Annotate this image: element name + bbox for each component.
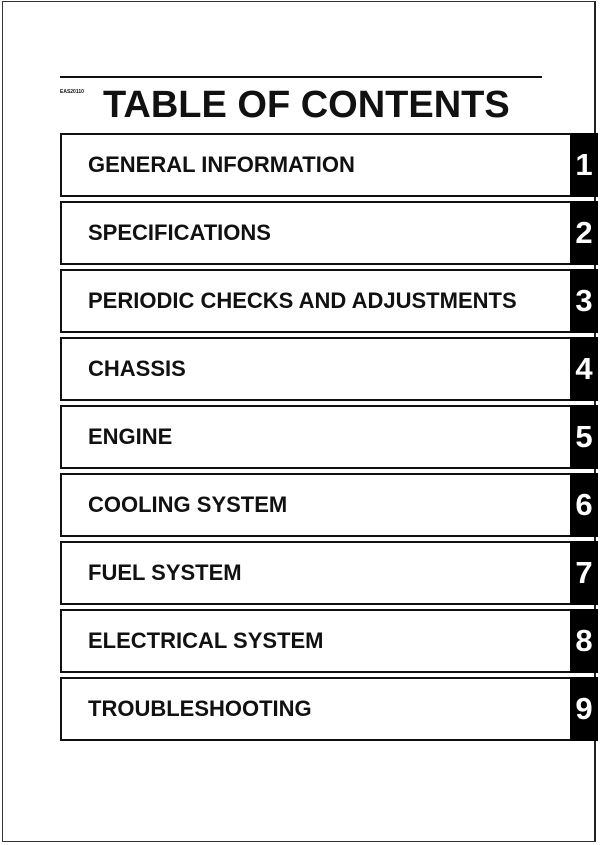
document-code: EAS20110 [60, 89, 84, 95]
toc-entry-specifications[interactable] [60, 201, 598, 265]
chapter-tab[interactable]: 9 [570, 677, 598, 741]
toc-entry-label: COOLING SYSTEM [88, 492, 288, 517]
chapter-tab[interactable]: 5 [570, 405, 598, 469]
chapter-tab[interactable]: 4 [570, 337, 598, 401]
toc-entry-engine[interactable] [60, 405, 598, 469]
toc-entry-label: TROUBLESHOOTING [88, 696, 312, 721]
toc-entry-label: FUEL SYSTEM [88, 560, 242, 585]
top-rule [60, 76, 542, 78]
toc-entry-label: SPECIFICATIONS [88, 220, 271, 245]
chapter-tab[interactable]: 2 [570, 201, 598, 265]
chapter-tab[interactable]: 7 [570, 541, 598, 605]
toc-entry-electrical-system[interactable] [60, 609, 598, 673]
toc-entry-label: ELECTRICAL SYSTEM [88, 628, 324, 653]
page-title: TABLE OF CONTENTS [103, 84, 510, 126]
toc-entry-periodic-checks[interactable] [60, 269, 598, 333]
toc-entry-troubleshooting[interactable] [60, 677, 598, 741]
chapter-tab[interactable]: 8 [570, 609, 598, 673]
toc-entry-fuel-system[interactable] [60, 541, 598, 605]
toc-entry-label: CHASSIS [88, 356, 186, 381]
toc-entry-label: GENERAL INFORMATION [88, 152, 355, 177]
toc-entry-label: PERIODIC CHECKS AND ADJUSTMENTS [88, 288, 517, 313]
toc-entry-general-information[interactable] [60, 133, 598, 197]
chapter-tab[interactable]: 6 [570, 473, 598, 537]
toc-entry-chassis[interactable] [60, 337, 598, 401]
chapter-tab[interactable]: 3 [570, 269, 598, 333]
toc-entry-cooling-system[interactable] [60, 473, 598, 537]
table-of-contents [60, 133, 598, 745]
chapter-tab[interactable]: 1 [570, 133, 598, 197]
toc-entry-label: ENGINE [88, 424, 173, 449]
